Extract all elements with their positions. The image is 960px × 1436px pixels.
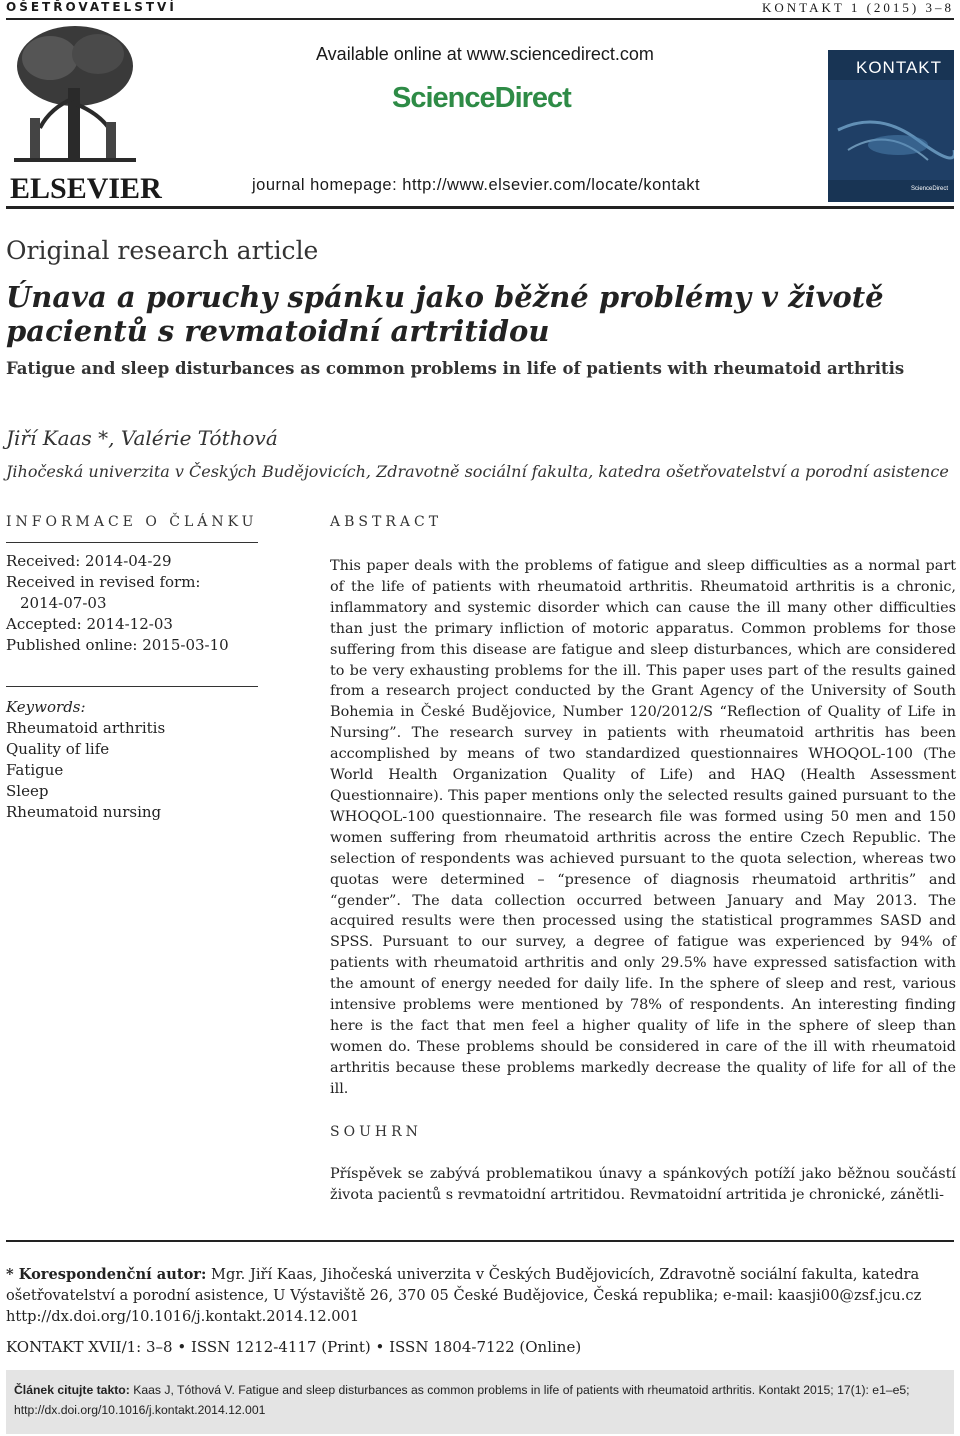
abstract-heading: ABSTRACT (330, 514, 443, 530)
article-info-heading: INFORMACE O ČLÁNKU (6, 514, 258, 530)
journal-issn-line: KONTAKT XVII/1: 3–8 • ISSN 1212-4117 (Print) • ISSN 1804-7122 (Online) (6, 1338, 582, 1356)
sciencedirect-logo[interactable]: ScienceDirect (392, 82, 571, 114)
keyword-item: Fatigue (6, 761, 64, 779)
affiliation: Jihočeská univerzita v Českých Budějovicích, Zdravotně sociální fakulta, katedra ošetřovatelství a porodní asistence (6, 462, 949, 481)
corresponding-author (6, 1264, 954, 1327)
received-date: Received: 2014-04-29 (6, 552, 172, 570)
elsevier-wordmark: ELSEVIER (10, 172, 162, 205)
footer-rule (6, 1240, 954, 1242)
top-rule (6, 18, 954, 20)
keywords-rule (6, 686, 258, 687)
journal-homepage-link[interactable]: journal homepage: http://www.elsevier.com/locate/kontakt (252, 176, 701, 194)
doi-link[interactable]: http://dx.doi.org/10.1016/j.kontakt.2014.12.001 (6, 1308, 360, 1325)
section-label: OŠETŘOVATELSTVÍ (6, 0, 177, 14)
available-online: Available online at www.sciencedirect.com (316, 44, 654, 64)
souhrn-text: Příspěvek se zabývá problematikou únavy a spánkových potíží jako běžnou součástí života pacientů s revmatoidní artritidou. Revmatoidní artritida je chronické, zánětli- (330, 1166, 956, 1203)
article-type: Original research article (6, 236, 319, 265)
keyword-item: Quality of life (6, 740, 110, 758)
article-title-en: Fatigue and sleep disturbances as common problems in life of patients with rheumatoid arthritis (6, 359, 905, 378)
revised-date: 2014-07-03 (20, 594, 107, 612)
info-rule (6, 542, 258, 543)
article-history (6, 551, 229, 656)
abstract-text: This paper deals with the problems of fatigue and sleep difficulties as a normal part of the life of patients with rheumatoid arthritis. Rheumatoid arthritis is a chronic, inflammatory and systemic disorder which can cause the ill many other difficulties than just the primary infliction of motoric apparatus. Common problems for those suffering from this disease are fatigue and sleep disturbances, which are considered to be very exhausting problems for the ill. This paper uses part of the results gained from a research project conducted by the Grant Agency of the University of South Bohemia in České Budějovice, Number 120/2012/S “Reflection of Quality of Life in Nursing”. The research survey in patients with rheumatoid arthritis has been accomplished by means of two standardized questionnaires WHOQOL-100 (The World Health Organization Quality of Life) and HAQ (Health Assessment Questionnaire). This paper mentions only the selected results gained pursuant to the WHOQOL-100 questionnaire. The research file was formed using 50 men and 150 women suffering from rheumatoid arthritis across the entire Czech Republic. The selection of respondents was achieved pursuant to the quota selection, whereas two quotas were determined – “presence of diagnosis rheumatoid arthritis” and “gender”. The data collection occurred between January and May 2013. The acquired results were then processed using the statistical programmes SASD and SPSS. Pursuant to our survey, a degree of fatigue was experienced by 94% of patients with rheumatoid arthritis and only 29.5% have expressed satisfaction with the amount of energy needed for daily life. In the sphere of sleep and rest, various intensive problems were mentioned by 78% of respondents. An interesting finding here is the fact that men feel a higher quality of life in the sphere of sleep than women do. These problems should be considered in care of the ill with rheumatoid arthritis because these problems markedly decrease the quality of life for all of the ill. (330, 558, 956, 1097)
keyword-item: Sleep (6, 782, 49, 800)
citation (14, 1380, 946, 1420)
header-rule (6, 206, 954, 209)
souhrn-heading: SOUHRN (330, 1124, 422, 1140)
cite-label: Článek citujte takto: (14, 1383, 130, 1397)
keyword-item: Rheumatoid arthritis (6, 719, 166, 737)
keyword-item: Rheumatoid nursing (6, 803, 162, 821)
cover-title: KONTAKT (856, 58, 943, 77)
corr-label: * Korespondenční autor: (6, 1266, 207, 1283)
citation-box (6, 1370, 954, 1434)
journal-cover (828, 50, 954, 202)
published-date: Published online: 2015-03-10 (6, 636, 229, 654)
cover-sciencedirect-badge: ScienceDirect (910, 186, 948, 192)
elsevier-tree-logo (10, 18, 140, 178)
journal-reference: KONTAKT 1 (2015) 3–8 (762, 0, 954, 15)
corr-text: Mgr. Jiří Kaas, Jihočeská univerzita v Českých Budějovicích, Zdravotně sociální fakulta, katedra ošetřovatelství a porodní asistence, U Výstaviště 26, 370 05 České Budějovice, Česká republika; e-mail: kaasji00@zsf.jcu.cz (6, 1266, 922, 1304)
revised-label: Received in revised form: (6, 573, 201, 591)
keywords (6, 697, 165, 823)
keywords-label: Keywords: (6, 698, 86, 716)
cite-text: Kaas J, Tóthová V. Fatigue and sleep disturbances as common problems in life of patients with rheumatoid arthritis. Kontakt 2015; 17(1): e1–e5; http://dx.doi.org/10.1016/j.kontakt.2014.12.001 (14, 1383, 910, 1417)
accepted-date: Accepted: 2014-12-03 (6, 615, 173, 633)
article-title-cz: Únava a poruchy spánku jako běžné problémy v životě pacientů s revmatoidní artritidou (6, 280, 884, 348)
authors: Jiří Kaas *, Valérie Tóthová (6, 426, 278, 450)
